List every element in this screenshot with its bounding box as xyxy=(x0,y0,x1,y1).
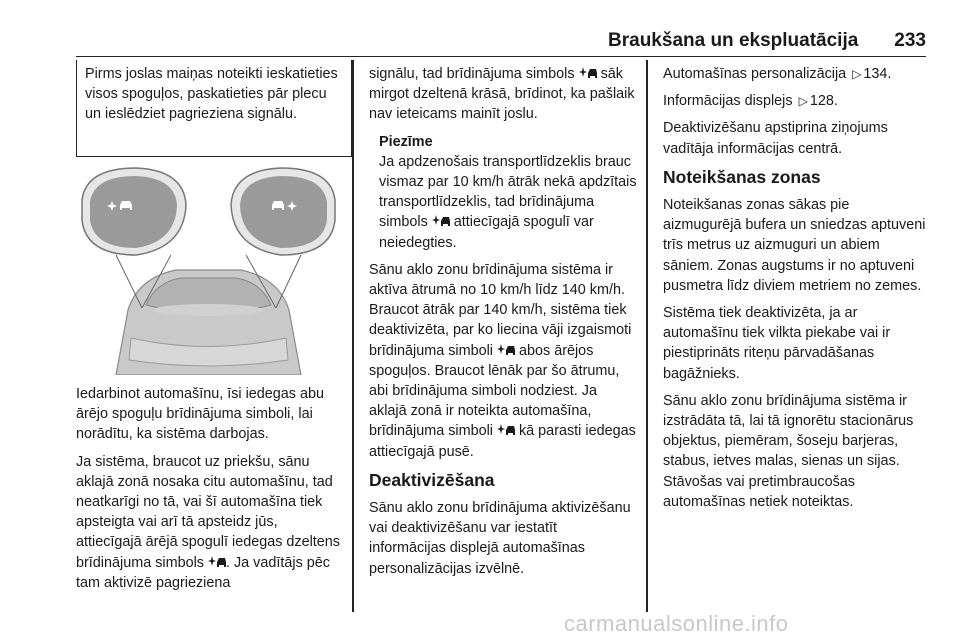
star-car-icon xyxy=(579,66,597,80)
mirror-illustration xyxy=(76,160,341,375)
paragraph: signālu, tad brīdinājuma simbols sāk mirgot dzeltenā krāsā, brīdinot, ka pašlaik nav ieteicams mainīt joslu. xyxy=(369,66,635,123)
paragraph: Sānu aklo zonu brīdinājuma aktivizēšanu vai deaktivizēšanu var iestatīt informācijas displejā automašīnas personalizācijas izvēlnē. xyxy=(369,500,631,577)
paragraph: Iedarbinot automašīnu, īsi iedegas abu ārējo spoguļu brīdinājuma simboli, lai norādītu, ka sistēma darbojas. xyxy=(76,386,325,443)
triangle-right-icon: ▷ xyxy=(852,67,862,81)
column-divider-1 xyxy=(352,60,354,612)
paragraph: Sistēma tiek deaktivizēta, ja ar automašīnu tiek vilkta piekabe vai ir piestiprināts riteņu pārvadāšanas bagāžnieks. xyxy=(663,305,891,382)
note-title: Piezīme xyxy=(379,133,433,150)
column-2 xyxy=(369,64,637,586)
star-car-icon xyxy=(432,214,450,228)
cross-reference[interactable]: Automašīnas personalizācija ▷ 134. xyxy=(663,64,929,84)
star-car-icon xyxy=(208,555,226,569)
paragraph: Ja sistēma, braucot uz priekšu, sānu aklajā zonā nosaka citu automašīnu, tad neatkarīgi no tā, vai šī automašīna tiek apsteigta vai arī tā apsteidz jūs, attiecīgajā ārējā spogulī iedegas dzeltens brīdinājuma simbols . Ja vadītājs pēc tam aktivizē pagrieziena xyxy=(76,453,341,591)
note-block: Piezīme Ja apdzenošais transportlīdzeklis brauc vismaz par 10 km/h ātrāk nekā apdzītais transportlīdzeklis, tad brīdinājuma simbols attiecīgajā spogulī var neiedegties. xyxy=(379,133,637,251)
page-number: 233 xyxy=(894,30,926,51)
warning-box xyxy=(76,60,352,157)
section-heading: Deaktivizēšana xyxy=(369,469,495,490)
watermark: carmanualsonline.info xyxy=(564,611,789,636)
star-car-icon xyxy=(497,343,515,357)
warning-text: Pirms joslas maiņas noteikti ieskatieties visos spoguļos, paskatieties pār plecu un ieslēdziet pagrieziena signālu. xyxy=(85,66,338,123)
paragraph: Sānu aklo zonu brīdinājuma sistēma ir izstrādāta tā, lai tā ignorētu stacionārus objektus, piemēram, šoseju barjeras, stabus, ietves malas, sienas un sijas. Stāvošas vai pretimbraucošas automašīnas netiek noteiktas. xyxy=(663,392,914,510)
header-title: Braukšana un ekspluatācija xyxy=(608,30,859,51)
column-1 xyxy=(76,384,346,600)
triangle-right-icon: ▷ xyxy=(798,94,808,109)
page-header xyxy=(76,26,926,57)
section-heading: Noteikšanas zonas xyxy=(663,166,821,187)
column-divider-2 xyxy=(646,60,648,612)
column-3 xyxy=(663,64,929,519)
star-car-icon xyxy=(497,423,515,437)
paragraph: Deaktivizēšanu apstiprina ziņojums vadītāja informācijas centrā. xyxy=(663,120,888,157)
paragraph: Sānu aklo zonu brīdinājuma sistēma ir aktīva ātrumā no 10 km/h līdz 140 km/h. Braucot ātrāk par 140 km/h, sistēma tiek deaktivizēta, par ko liecina vāji izgaismoti brīdinājuma simboli abos ārējos spoguļos. Braucot lēnāk par šo ātrumu, abi brīdinājuma simboli nodziest. Ja aklajā zonā ir noteikta automašīna, brīdinājuma simboli kā parasti iedegas attiecīgajā pusē. xyxy=(369,261,636,460)
paragraph: Noteikšanas zonas sākas pie aizmugurējā bufera un sniedzas aptuveni trīs metrus uz aizmuguri un abiem sāniem. Zonas augstums ir no aptuveni pusmetra līdz diviem metriem no zemes. xyxy=(663,197,926,294)
cross-reference[interactable]: Informācijas displejs ▷ 128. xyxy=(663,91,929,111)
